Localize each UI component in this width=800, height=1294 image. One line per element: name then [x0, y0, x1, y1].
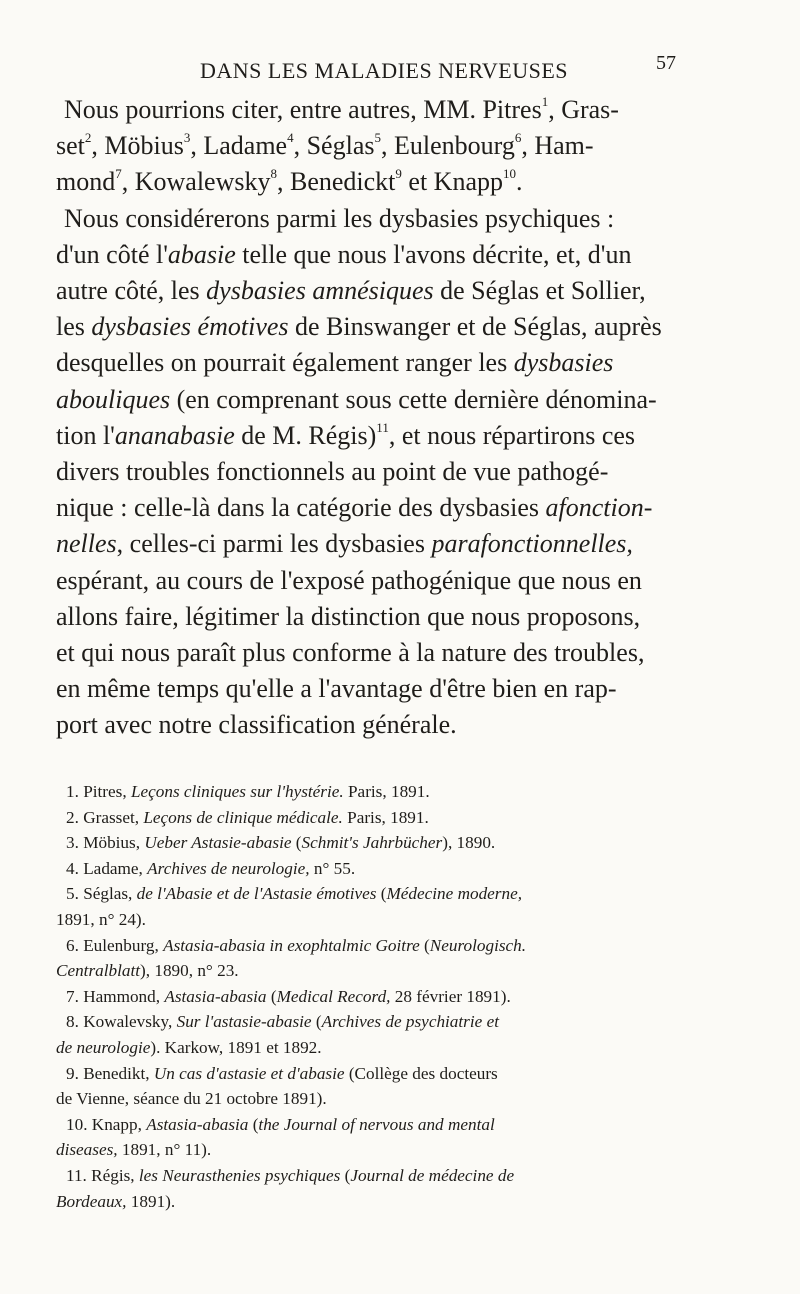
body-line: les dysbasies émotives de Binswanger et de Séglas, auprès — [56, 312, 662, 342]
footnote-line: 9. Benedikt, Un cas d'astasie et d'abasie (Collège des docteurs — [66, 1063, 498, 1083]
footnote-line: Bordeaux, 1891). — [56, 1191, 176, 1211]
body-line: autre côté, les dysbasies amnésiques de Séglas et Sollier, — [56, 276, 646, 306]
footnote-line: de neurologie). Karkow, 1891 et 1892. — [56, 1037, 322, 1057]
footnote-line: 2. Grasset, Leçons de clinique médicale. Paris, 1891. — [66, 807, 429, 827]
running-title: DANS LES MALADIES NERVEUSES — [200, 58, 569, 83]
footnote-line: 11. Régis, les Neurasthenies psychiques (Journal de médecine de — [66, 1165, 515, 1185]
body-line: espérant, au cours de l'exposé pathogénique que nous en — [56, 565, 642, 595]
footnote-line: 1. Pitres, Leçons cliniques sur l'hystérie. Paris, 1891. — [66, 782, 430, 801]
body-line: port avec notre classification générale. — [56, 710, 457, 740]
body-line: Nous considérerons parmi les dysbasies psychiques : — [64, 203, 615, 233]
body-line: divers troubles fonctionnels au point de vue pathogé- — [56, 457, 609, 487]
body-line: mond$^7$, Kowalewsky$^8$, Benedickt$^9$ et Knapp$^{10}$. — [56, 166, 523, 197]
footnote-line: de Vienne, séance du 21 octobre 1891). — [56, 1089, 327, 1109]
body-line: Nous pourrions citer, entre autres, MM. Pitres$^1$, Gras- — [64, 94, 619, 124]
footnote-line: 5. Séglas, de l'Abasie et de l'Astasie émotives (Médecine moderne, — [66, 884, 523, 904]
page-number: 57 — [656, 52, 676, 74]
footnote-line: 3. Möbius, Ueber Astasie-abasie (Schmit's Jahrbücher), 1890. — [66, 833, 496, 853]
main-paragraphs — [56, 92, 716, 744]
body-line: en même temps qu'elle a l'avantage d'être bien en rap- — [56, 674, 617, 704]
body-line: et qui nous paraît plus conforme à la nature des troubles, — [56, 638, 645, 668]
footnote-line: Centralblatt), 1890, n° 23. — [56, 961, 239, 981]
footnote-line: 1891, n° 24). — [56, 909, 146, 929]
footnotes — [56, 779, 724, 1214]
footnote-line: diseases, 1891, n° 11). — [56, 1140, 212, 1160]
body-line: d'un côté l'abasie telle que nous l'avons décrite, et, d'un — [56, 239, 632, 269]
footnote-line: 8. Kowalevsky, Sur l'astasie-abasie (Archives de psychiatrie et — [66, 1012, 499, 1032]
body-line: abouliques (en comprenant sous cette dernière dénomina- — [56, 384, 657, 414]
body-line: tion l'ananabasie de M. Régis)$^{11}$, et nous répartirons ces — [56, 419, 636, 450]
body-line: desquelles on pourrait également ranger les dysbasies — [56, 348, 614, 378]
body-line: allons faire, légitimer la distinction que nous proposons, — [56, 601, 641, 631]
body-line: set$^2$, Möbius$^3$, Ladame$^4$, Séglas$^5$, Eulenbourg$^6$, Ham- — [56, 130, 594, 161]
running-header — [0, 52, 800, 88]
body-line: nelles, celles-ci parmi les dysbasies parafonctionnelles, — [56, 529, 633, 559]
footnote-line: 10. Knapp, Astasia-abasia (the Journal of nervous and mental — [66, 1114, 495, 1134]
footnote-line: 7. Hammond, Astasia-abasia (Medical Record, 28 février 1891). — [66, 986, 511, 1006]
footnote-line: 6. Eulenburg, Astasia-abasia in exophtalmic Goitre (Neurologisch. — [66, 935, 527, 955]
footnote-line: 4. Ladame, Archives de neurologie, n° 55. — [66, 858, 356, 878]
body-line: nique : celle-là dans la catégorie des dysbasies afonction- — [56, 493, 653, 523]
